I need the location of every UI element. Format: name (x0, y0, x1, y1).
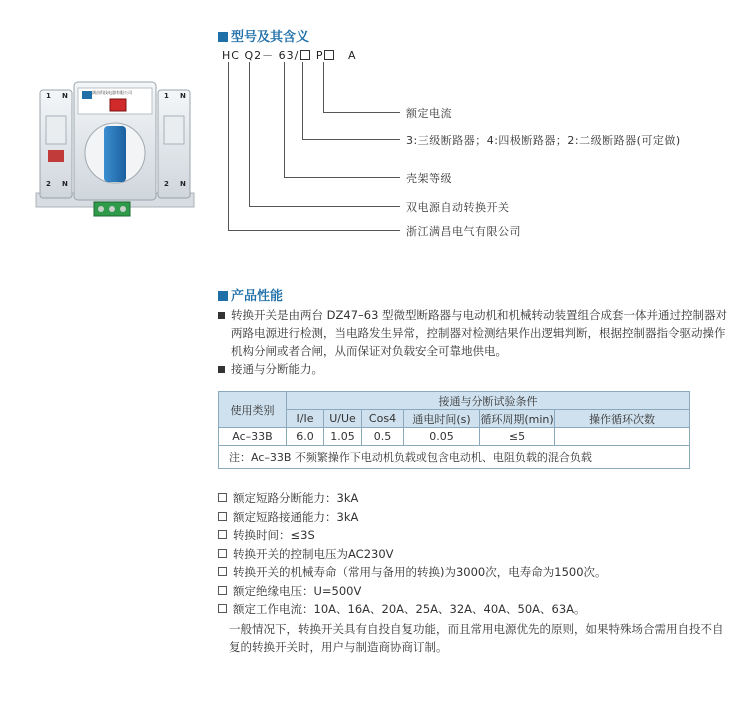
hollow-square-icon (218, 493, 227, 502)
table-note: 注：Ac–33B 不频繁操作下电动机负载或包含电动机、电阻负载的混合负载 (219, 446, 690, 469)
meaning-company: 浙江满昌电气有限公司 (406, 225, 521, 238)
pole-num: N (180, 92, 186, 100)
table-cell: 6.0 (287, 428, 324, 446)
hollow-square-icon (218, 604, 227, 613)
test-conditions-table (218, 391, 690, 469)
square-bullet-icon (218, 32, 228, 42)
closing-paragraph: 一般情况下，转换开关具有自投自复功能，而且常用电源优先的原则，如果特殊场合需用自投不自 复的转换开关时，用户与制造商协商订制。 (229, 622, 724, 654)
model-63: 63 (278, 49, 295, 62)
pole-num: 1 (164, 92, 169, 100)
table-header-category: 使用类别 (219, 392, 287, 428)
hollow-square-icon (218, 586, 227, 595)
section-title-model: 型号及其含义 (218, 26, 309, 45)
list-item: 转换开关的机械寿命（常用与备用的转换)为3000次，电寿命为1500次。 (218, 563, 607, 582)
model-prefix-hc: HC (222, 49, 240, 62)
description-paragraph: 转换开关是由两台 DZ47–63 型微型断路器与电动机和机械转动装置组合成套一体并通过控制器对 两路电源进行检测，当电路发生异常，控制器对检测结果作出逻辑判断，根据控制器指令驱动操作 机构分闸或者合闸，从而保证对负载安全可靠地供电。 接通与分断能力。 (218, 306, 708, 378)
table-col-header: Cos4 (362, 410, 404, 428)
list-item: 额定工作电流：10A、16A、20A、25A、32A、40A、50A、63A。 (218, 600, 607, 619)
pole-num: 2 (164, 180, 169, 188)
table-cell: 0.5 (362, 428, 404, 446)
table-col-header: 操作循环次数 (555, 410, 690, 428)
table-col-header: I/Ie (287, 410, 324, 428)
list-item: 额定短路接通能力：3kA (218, 508, 607, 527)
hollow-square-icon (218, 512, 227, 521)
table-col-header: 通电时间(s) (404, 410, 480, 428)
table-cell (555, 428, 690, 446)
meaning-product-type: 双电源自动转换开关 (406, 201, 510, 214)
hollow-square-icon (218, 549, 227, 558)
list-item: 额定绝缘电压：U=500V (218, 582, 607, 601)
list-item: 转换开关的控制电压为AC230V (218, 545, 607, 564)
meaning-frame-grade: 壳架等级 (406, 172, 452, 185)
model-a: A (347, 49, 357, 62)
table-row (219, 428, 690, 446)
table-cell: ≤5 (480, 428, 555, 446)
pole-num: N (180, 180, 186, 188)
hollow-square-icon (218, 567, 227, 576)
model-code: HC Q2－ 63/ P A (222, 49, 357, 62)
list-item: 额定短路分断能力：3kA (218, 489, 607, 508)
bullet-icon (218, 312, 225, 319)
hollow-square-icon (218, 530, 227, 539)
table-col-header: U/Ue (324, 410, 362, 428)
model-q2: Q2－ (244, 49, 275, 62)
spec-list (218, 489, 607, 619)
product-brand-label: 满昌科技电器有限公司 (92, 90, 132, 95)
product-image (30, 68, 200, 228)
pole-num: 1 (46, 92, 51, 100)
list-item: 转换时间：≤3S (218, 526, 607, 545)
table-cell: Ac–33B (219, 428, 287, 446)
meaning-poles: 3:三级断路器；4:四极断路器；2:二级断路器(可定做) (406, 134, 681, 147)
pole-num: N (62, 92, 68, 100)
table-cell: 0.05 (404, 428, 480, 446)
table-header-group: 接通与分断试验条件 (287, 392, 690, 410)
square-bullet-icon (218, 291, 228, 301)
table-cell: 1.05 (324, 428, 362, 446)
placeholder-box (324, 50, 334, 60)
placeholder-box (300, 50, 310, 60)
model-p: P (315, 49, 324, 62)
table-col-header: 循环周期(min) (480, 410, 555, 428)
meaning-rated-current: 额定电流 (406, 107, 452, 120)
bullet-icon (218, 366, 225, 373)
pole-num: 2 (46, 180, 51, 188)
section-title-performance: 产品性能 (218, 285, 283, 304)
pole-num: N (62, 180, 68, 188)
